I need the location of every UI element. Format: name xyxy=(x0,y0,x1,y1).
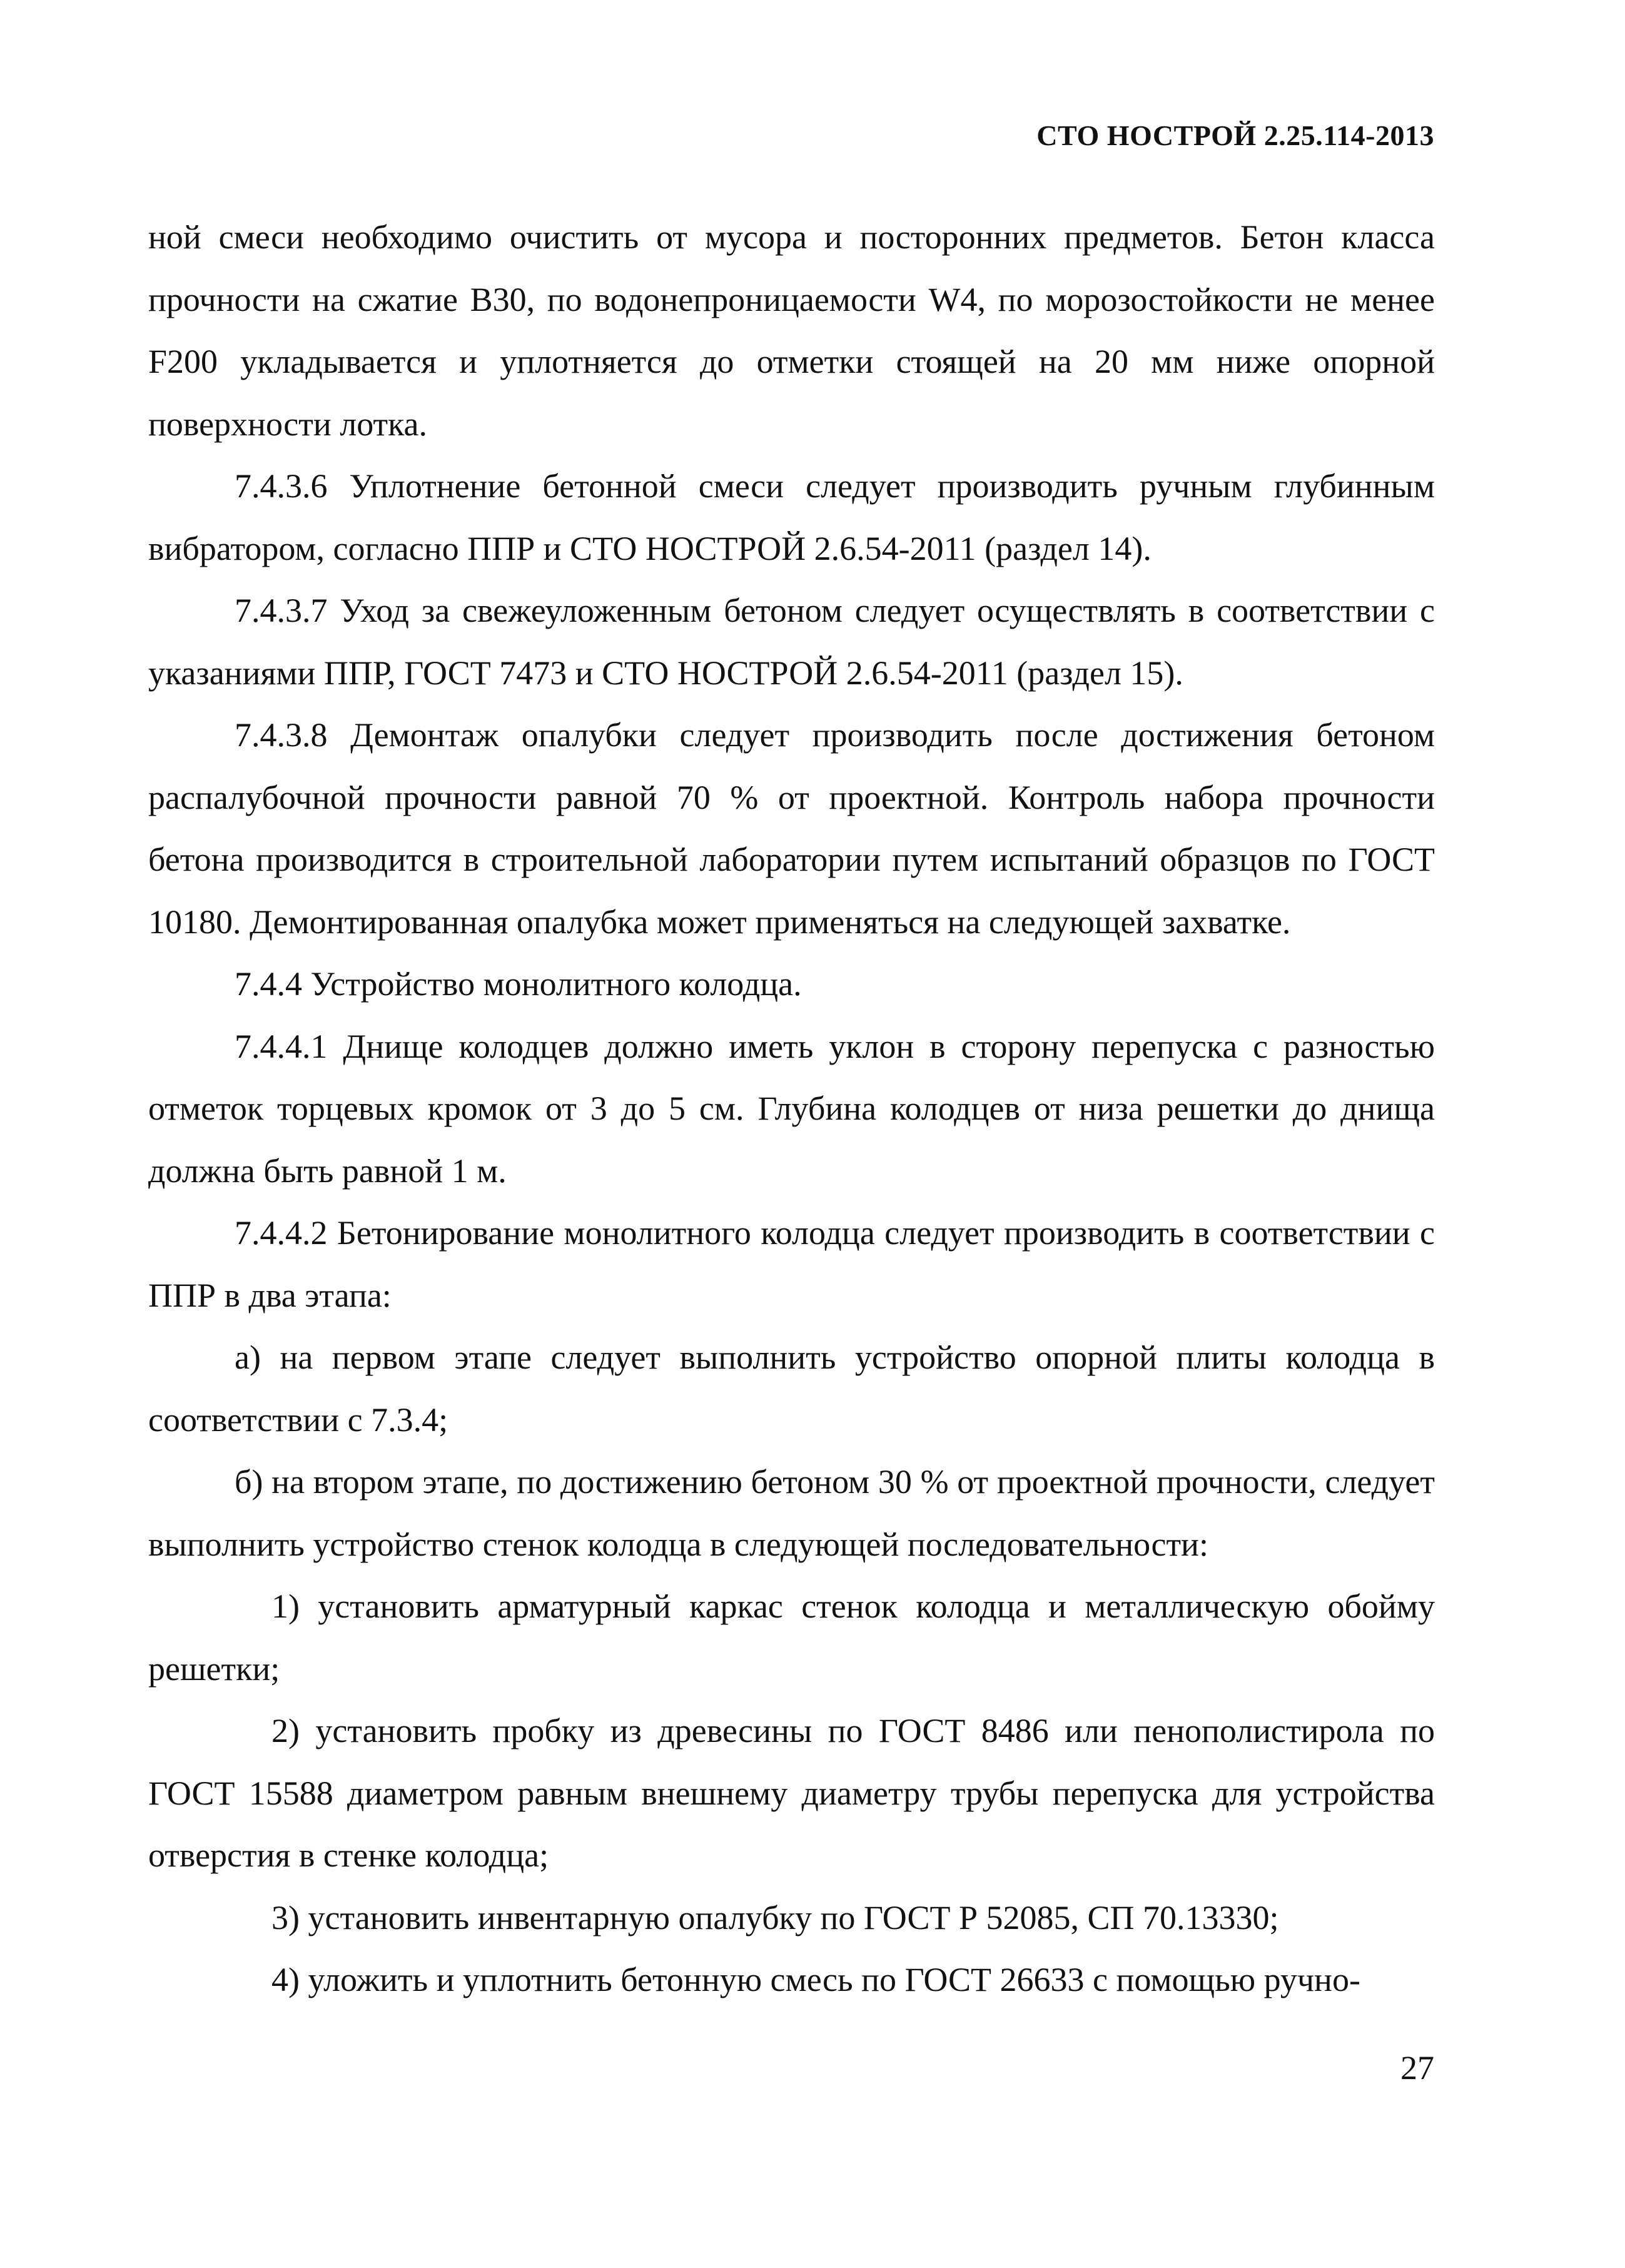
body-text xyxy=(148,206,1435,2012)
paragraph-7-4-4-2: 7.4.4.2 Бетонирование монолитного колодца следует производить в соответствии с ППР в два этапа: xyxy=(148,1214,1435,1314)
paragraph-7-4-3-6: 7.4.3.6 Уплотнение бетонной смеси следует производить ручным глубинным вибратором, согласно ППР и СТО НОСТРОЙ 2.6.54-2011 (раздел 14). xyxy=(148,467,1435,567)
page-number: 27 xyxy=(1400,2049,1434,2087)
paragraph-7-4-3-7: 7.4.3.7 Уход за свежеуложенным бетоном следует осуществлять в соответствии с указаниями ППР, ГОСТ 7473 и СТО НОСТРОЙ 2.6.54-2011 (раздел 15). xyxy=(148,592,1435,692)
paragraph-7-4-3-8: 7.4.3.8 Демонтаж опалубки следует производить после достижения бетоном распалубочной прочности равной 70 % от проектной. Контроль набора прочности бетона производится в строительной лаборатории путем испытаний образцов по ГОСТ 10180. Демонтированная опалубка может применяться на следующей захватке. xyxy=(148,716,1435,941)
section-heading-7-4-4: 7.4.4 Устройство монолитного колодца. xyxy=(235,965,802,1003)
sublist-item-3: 3) установить инвентарную опалубку по ГОСТ Р 52085, СП 70.13330; xyxy=(271,1898,1279,1936)
sublist-item-4: 4) уложить и уплотнить бетонную смесь по ГОСТ 26633 с помощью ручно- xyxy=(271,1961,1360,1998)
document-header: СТО НОСТРОЙ 2.25.114-2013 xyxy=(1036,119,1434,151)
list-item-a: а) на первом этапе следует выполнить устройство опорной плиты колодца в соответствии с 7.3.4; xyxy=(148,1339,1435,1439)
sublist-item-2: 2) установить пробку из древесины по ГОСТ 8486 или пенополистирола по ГОСТ 15588 диаметром равным внешнему диаметру трубы перепуска для устройства отверстия в стенке колодца; xyxy=(148,1712,1435,1874)
sublist-item-1: 1) установить арматурный каркас стенок колодца и металлическую обойму решетки; xyxy=(148,1587,1435,1688)
paragraph-continuation: ной смеси необходимо очистить от мусора и посторонних предметов. Бетон класса прочности на сжатие В30, по водонепроницаемости W4, по морозостойкости не менее F200 укладывается и уплотняется до отметки стоящей на 20 мм ниже опорной поверхности лотка. xyxy=(148,218,1435,443)
paragraph-7-4-4-1: 7.4.4.1 Днище колодцев должно иметь уклон в сторону перепуска с разностью отметок торцевых кромок от 3 до 5 см. Глубина колодцев от низа решетки до днища должна быть равной 1 м. xyxy=(148,1027,1435,1190)
list-item-b: б) на втором этапе, по достижению бетоном 30 % от проектной прочности, следует выполнить устройство стенок колодца в следующей последовательности: xyxy=(148,1463,1435,1563)
